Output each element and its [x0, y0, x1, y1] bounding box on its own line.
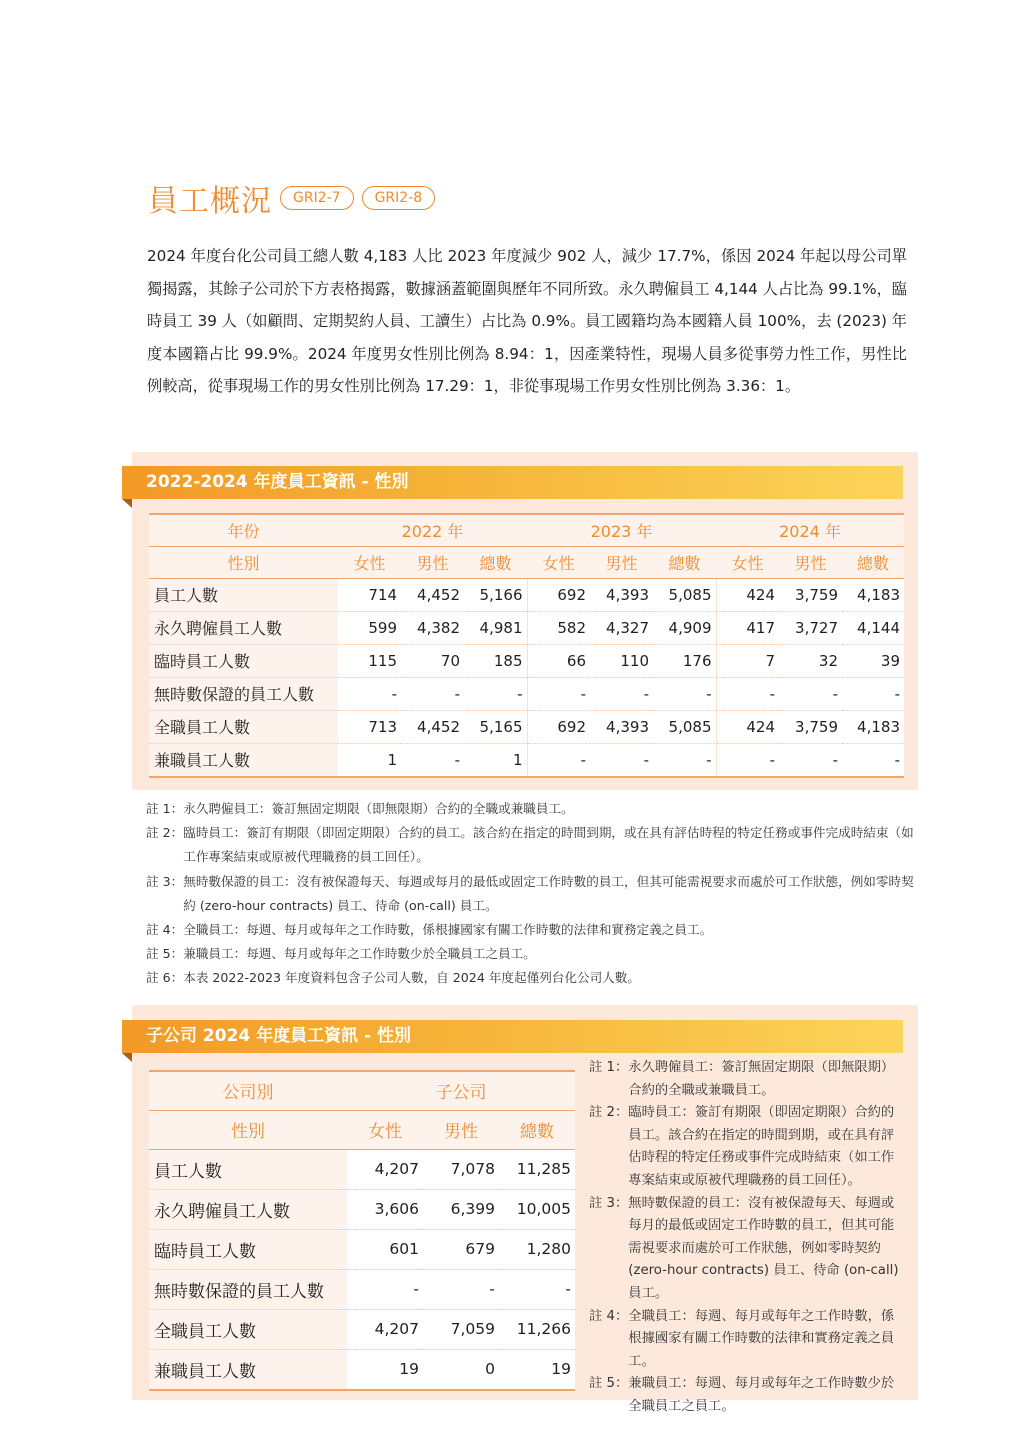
cell-value: 4,183 — [842, 710, 904, 743]
footnote-text: 無時數保證的員工：沒有被保證每天、每週或每月的最低或固定工作時數的員工，但其可能需視要求而處於可工作狀態，例如零時契約 (zero-hour contracts) 員工、待命 (on-call) 員工。 — [628, 1195, 899, 1301]
cell-value: - — [347, 1269, 423, 1309]
cell-value: 7,059 — [423, 1309, 499, 1349]
cell-value: - — [716, 743, 779, 777]
gender-header: 男性 — [423, 1110, 499, 1149]
cell-value: 1 — [338, 743, 401, 777]
footnote — [589, 1373, 902, 1418]
cell-value: 3,759 — [779, 710, 842, 743]
year-header: 2022 年 — [338, 514, 527, 546]
table-row — [149, 1149, 575, 1189]
footnote — [146, 966, 916, 990]
gri-tag: GRI2-8 — [362, 186, 436, 210]
cell-value: 4,981 — [464, 611, 527, 644]
table1-heading: 2022-2024 年度員工資訊 - 性別 — [122, 466, 903, 499]
cell-value: - — [779, 743, 842, 777]
row-label: 全職員工人數 — [149, 710, 338, 743]
cell-value: 4,382 — [401, 611, 464, 644]
row-label: 兼職員工人數 — [149, 743, 338, 777]
year-header: 2023 年 — [527, 514, 716, 546]
cell-value: - — [464, 677, 527, 710]
footnote-key: 註 3： — [146, 873, 184, 889]
cell-value: 4,327 — [590, 611, 653, 644]
table-row — [149, 677, 904, 710]
table2-notes — [589, 1057, 902, 1419]
cell-value: 185 — [464, 644, 527, 677]
gender-header: 女性 — [338, 546, 401, 578]
cell-value: 3,606 — [347, 1189, 423, 1229]
cell-value: - — [842, 677, 904, 710]
gender-header: 女性 — [527, 546, 590, 578]
cell-value: 4,183 — [842, 578, 904, 611]
gender-header: 男性 — [779, 546, 842, 578]
cell-value: 424 — [716, 710, 779, 743]
row-label: 無時數保證的員工人數 — [149, 677, 338, 710]
row-label: 員工人數 — [149, 578, 338, 611]
cell-value: 1,280 — [499, 1229, 575, 1269]
table-row — [149, 1189, 575, 1229]
cell-value: - — [401, 677, 464, 710]
cell-value: 582 — [527, 611, 590, 644]
table-row — [149, 644, 904, 677]
cell-value: 11,285 — [499, 1149, 575, 1189]
gender-header: 總數 — [653, 546, 716, 578]
row-label: 臨時員工人數 — [149, 1229, 347, 1269]
cell-value: 39 — [842, 644, 904, 677]
cell-value: - — [779, 677, 842, 710]
footnote — [146, 942, 916, 966]
footnote-key: 註 2： — [589, 1105, 629, 1121]
footnote-text: 全職員工：每週、每月或每年之工作時數，係根據國家有關工作時數的法律和實務定義之員工。 — [183, 922, 713, 938]
cell-value: 599 — [338, 611, 401, 644]
footnote-text: 永久聘僱員工：簽訂無固定期限（即無限期）合約的全職或兼職員工。 — [628, 1060, 895, 1098]
gender-header-row — [149, 546, 904, 578]
cell-value: 115 — [338, 644, 401, 677]
cell-value: - — [842, 743, 904, 777]
cell-value: 4,207 — [347, 1309, 423, 1349]
cell-value: 4,909 — [653, 611, 716, 644]
cell-value: - — [527, 743, 590, 777]
gender-header: 男性 — [401, 546, 464, 578]
cell-value: 4,393 — [590, 578, 653, 611]
footnote-key: 註 1： — [589, 1060, 629, 1075]
table-row — [149, 1349, 575, 1390]
cell-value: 713 — [338, 710, 401, 743]
footnote-text: 無時數保證的員工：沒有被保證每天、每週或每月的最低或固定工作時數的員工，但其可能需視要求而處於可工作狀態，例如零時契約 (zero-hour contracts) 員工、待命 (on-call) 員工。 — [183, 873, 914, 913]
table-row — [149, 710, 904, 743]
cell-value: 70 — [401, 644, 464, 677]
footnote — [146, 918, 916, 942]
cell-value: 4,452 — [401, 710, 464, 743]
company-label: 公司別 — [149, 1071, 347, 1110]
cell-value: 19 — [499, 1349, 575, 1390]
cell-value: - — [716, 677, 779, 710]
gender-header: 總數 — [499, 1110, 575, 1149]
footnote — [146, 797, 916, 821]
cell-value: 110 — [590, 644, 653, 677]
row-label: 無時數保證的員工人數 — [149, 1269, 347, 1309]
cell-value: 11,266 — [499, 1309, 575, 1349]
gender-label: 性別 — [149, 546, 338, 578]
footnote-text: 臨時員工：簽訂有期限（即固定期限）合約的員工。該合約在指定的時間到期，或在具有評估時程的特定任務或事件完成時結束（如工作專案結束或原被代理職務的員工回任）。 — [183, 825, 914, 865]
footnote-text: 本表 2022-2023 年度資料包含子公司人數，自 2024 年度起僅列台化公司人數。 — [183, 970, 640, 986]
cell-value: 4,144 — [842, 611, 904, 644]
footnote-key: 註 4： — [146, 922, 184, 938]
section-header — [148, 176, 435, 220]
cell-value: - — [527, 677, 590, 710]
footnote-text: 兼職員工：每週、每月或每年之工作時數少於全職員工之員工。 — [183, 946, 536, 962]
row-label: 臨時員工人數 — [149, 644, 338, 677]
cell-value: 424 — [716, 578, 779, 611]
gender-table-2022-2024 — [149, 513, 904, 778]
cell-value: 66 — [527, 644, 590, 677]
cell-value: 679 — [423, 1229, 499, 1269]
cell-value: - — [590, 677, 653, 710]
footnote-key: 註 2： — [146, 825, 184, 841]
row-label: 員工人數 — [149, 1149, 347, 1189]
table2-panel — [132, 1005, 918, 1414]
cell-value: 692 — [527, 710, 590, 743]
cell-value: - — [401, 743, 464, 777]
footnote — [146, 870, 916, 918]
cell-value: 3,759 — [779, 578, 842, 611]
table-row — [149, 1269, 575, 1309]
cell-value: 5,165 — [464, 710, 527, 743]
table-row — [149, 743, 904, 777]
footnote — [589, 1057, 902, 1102]
table1-notes — [146, 797, 916, 991]
table-row — [149, 578, 904, 611]
cell-value: 0 — [423, 1349, 499, 1390]
year-header: 2024 年 — [716, 514, 904, 546]
cell-value: 4,393 — [590, 710, 653, 743]
footnote-text: 全職員工：每週、每月或每年之工作時數，係根據國家有關工作時數的法律和實務定義之員工。 — [628, 1308, 895, 1369]
page-title: 員工概況 — [148, 184, 272, 219]
cell-value: 19 — [347, 1349, 423, 1390]
cell-value: 601 — [347, 1229, 423, 1269]
footnote — [589, 1102, 902, 1192]
gri-tag: GRI2-7 — [280, 186, 354, 210]
year-label: 年份 — [149, 514, 338, 546]
footnote-key: 註 1： — [146, 801, 184, 816]
footnote-key: 註 4： — [589, 1308, 629, 1324]
footnote-text: 兼職員工：每週、每月或每年之工作時數少於全職員工之員工。 — [628, 1376, 895, 1414]
cell-value: - — [338, 677, 401, 710]
cell-value: 5,085 — [653, 710, 716, 743]
cell-value: - — [653, 677, 716, 710]
gender-header: 總數 — [464, 546, 527, 578]
table-row — [149, 611, 904, 644]
gender-header: 總數 — [842, 546, 904, 578]
cell-value: - — [590, 743, 653, 777]
cell-value: 7 — [716, 644, 779, 677]
cell-value: 3,727 — [779, 611, 842, 644]
cell-value: - — [499, 1269, 575, 1309]
gender-header: 女性 — [716, 546, 779, 578]
row-label: 永久聘僱員工人數 — [149, 611, 338, 644]
row-label: 永久聘僱員工人數 — [149, 1189, 347, 1229]
cell-value: 417 — [716, 611, 779, 644]
cell-value: 4,207 — [347, 1149, 423, 1189]
cell-value: 5,166 — [464, 578, 527, 611]
footnote-key: 註 5： — [589, 1376, 629, 1392]
company-header: 子公司 — [347, 1071, 575, 1110]
intro-paragraph — [147, 240, 907, 403]
gender-header: 男性 — [590, 546, 653, 578]
row-label: 兼職員工人數 — [149, 1349, 347, 1390]
gender-header: 女性 — [347, 1110, 423, 1149]
footnote — [589, 1306, 902, 1374]
cell-value: - — [653, 743, 716, 777]
table-row — [149, 1309, 575, 1349]
company-header-row — [149, 1071, 575, 1110]
footnote-key: 註 6： — [146, 970, 184, 986]
table2-heading: 子公司 2024 年度員工資訊 - 性別 — [122, 1020, 903, 1053]
cell-value: 4,452 — [401, 578, 464, 611]
cell-value: 176 — [653, 644, 716, 677]
cell-value: 6,399 — [423, 1189, 499, 1229]
cell-value: 5,085 — [653, 578, 716, 611]
cell-value: 7,078 — [423, 1149, 499, 1189]
row-label: 全職員工人數 — [149, 1309, 347, 1349]
cell-value: 1 — [464, 743, 527, 777]
footnote-key: 註 5： — [146, 946, 184, 962]
cell-value: - — [423, 1269, 499, 1309]
footnote — [146, 821, 916, 869]
year-header-row — [149, 514, 904, 546]
cell-value: 32 — [779, 644, 842, 677]
footnote-text: 臨時員工：簽訂有期限（即固定期限）合約的員工。該合約在指定的時間到期，或在具有評估時程的特定任務或事件完成時結束（如工作專案結束或原被代理職務的員工回任）。 — [628, 1105, 895, 1188]
intro-text: 2024 年度台化公司員工總人數 4,183 人比 2023 年度減少 902 人，減少 17.7%，係因 2024 年起以母公司單獨揭露，其餘子公司於下方表格揭露，數據涵蓋範圍與歷年不同所致。永久聘僱員工 4,144 人占比為 99.1%，臨時員工 39 人（如顧問、定期契約人員、工讀生）占比為 0.9%。員工國籍均為本國籍人員 100%，去 (2023) 年度本國籍占比 99.9%。2024 年度男女性別比例為 8.94：1，因產業特性，現場人員多從事勞力性工作，男性比例較高，從事現場工作的男女性別比例為 17.29：1，非從事現場工作男女性別比例為 3.36：1。 — [147, 247, 907, 396]
footnote — [589, 1193, 902, 1306]
table1-panel — [132, 452, 918, 790]
cell-value: 692 — [527, 578, 590, 611]
cell-value: 10,005 — [499, 1189, 575, 1229]
gender-header-row — [149, 1110, 575, 1149]
subsidiary-gender-table-2024 — [149, 1070, 575, 1391]
gender-label: 性別 — [149, 1110, 347, 1149]
table-row — [149, 1229, 575, 1269]
footnote-key: 註 3： — [589, 1195, 629, 1211]
footnote-text: 永久聘僱員工：簽訂無固定期限（即無限期）合約的全職或兼職員工。 — [183, 801, 574, 816]
cell-value: 714 — [338, 578, 401, 611]
